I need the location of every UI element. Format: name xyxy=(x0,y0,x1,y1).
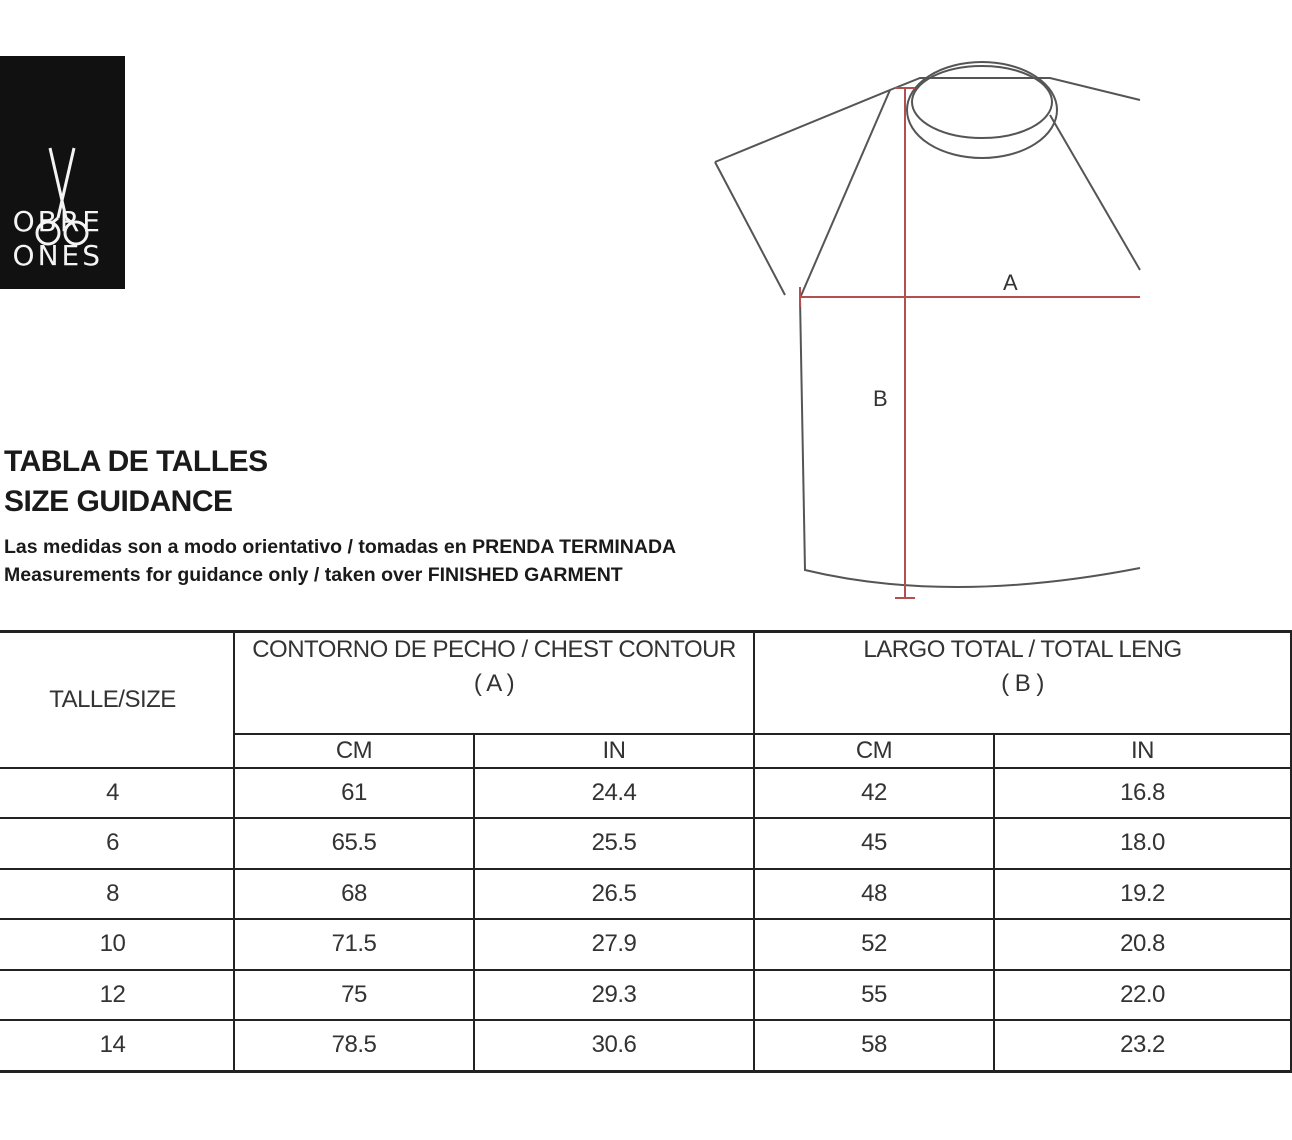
brand-text-line-2: ONES xyxy=(12,239,103,272)
chest-in-cell: 24.4 xyxy=(474,768,754,819)
title-spanish: TABLA DE TALLES xyxy=(4,445,268,478)
chest-in-cell: 29.3 xyxy=(474,970,754,1021)
length-in-cell: 23.2 xyxy=(994,1020,1291,1071)
length-in-header: IN xyxy=(994,734,1291,768)
chest-cm-cell: 71.5 xyxy=(234,919,474,970)
length-in-cell: 20.8 xyxy=(994,919,1291,970)
chest-cm-cell: 65.5 xyxy=(234,818,474,869)
table-row xyxy=(0,970,1291,1021)
table-row xyxy=(0,919,1291,970)
chest-in-header: IN xyxy=(474,734,754,768)
length-cm-cell: 45 xyxy=(754,818,994,869)
length-cm-cell: 48 xyxy=(754,869,994,920)
chest-group-header xyxy=(234,632,754,734)
length-group-header xyxy=(754,632,1291,734)
measurement-lines xyxy=(800,88,1140,598)
table-row xyxy=(0,869,1291,920)
length-cm-header: CM xyxy=(754,734,994,768)
note-english: Measurements for guidance only / taken over FINISHED GARMENT xyxy=(4,564,623,586)
length-header-label: LARGO TOTAL / TOTAL LENG xyxy=(863,636,1182,663)
chest-in-cell: 30.6 xyxy=(474,1020,754,1071)
note-spanish: Las medidas son a modo orientativo / tomadas en PRENDA TERMINADA xyxy=(4,536,677,558)
title-english: SIZE GUIDANCE xyxy=(4,485,233,518)
size-cell: 12 xyxy=(0,970,234,1021)
chest-cm-header: CM xyxy=(234,734,474,768)
length-in-cell: 19.2 xyxy=(994,869,1291,920)
chest-in-cell: 26.5 xyxy=(474,869,754,920)
table-row xyxy=(0,768,1291,819)
length-cm-cell: 52 xyxy=(754,919,994,970)
size-cell: 4 xyxy=(0,768,234,819)
chest-cm-cell: 78.5 xyxy=(234,1020,474,1071)
brand-logo xyxy=(0,56,125,289)
size-column-header: TALLE/SIZE xyxy=(0,632,234,768)
length-in-cell: 22.0 xyxy=(994,970,1291,1021)
length-in-cell: 18.0 xyxy=(994,818,1291,869)
table-row xyxy=(0,1020,1291,1071)
size-cell: 14 xyxy=(0,1020,234,1071)
table-row xyxy=(0,818,1291,869)
chest-cm-cell: 75 xyxy=(234,970,474,1021)
size-cell: 6 xyxy=(0,818,234,869)
chest-header-label: CONTORNO DE PECHO / CHEST CONTOUR xyxy=(252,636,736,663)
size-cell: 8 xyxy=(0,869,234,920)
chest-in-cell: 27.9 xyxy=(474,919,754,970)
tshirt-diagram xyxy=(700,70,1140,610)
measure-label-b: B xyxy=(873,386,888,411)
size-table xyxy=(0,630,1292,1073)
length-cm-cell: 42 xyxy=(754,768,994,819)
chest-cm-cell: 68 xyxy=(234,869,474,920)
length-cm-cell: 58 xyxy=(754,1020,994,1071)
size-cell: 10 xyxy=(0,919,234,970)
length-header-code: ( B ) xyxy=(1001,670,1044,697)
measure-label-a: A xyxy=(1003,270,1018,295)
chest-in-cell: 25.5 xyxy=(474,818,754,869)
chest-cm-cell: 61 xyxy=(234,768,474,819)
brand-text-line-1: OBRE xyxy=(12,205,103,238)
length-in-cell: 16.8 xyxy=(994,768,1291,819)
chest-header-code: ( A ) xyxy=(473,670,515,697)
length-cm-cell: 55 xyxy=(754,970,994,1021)
